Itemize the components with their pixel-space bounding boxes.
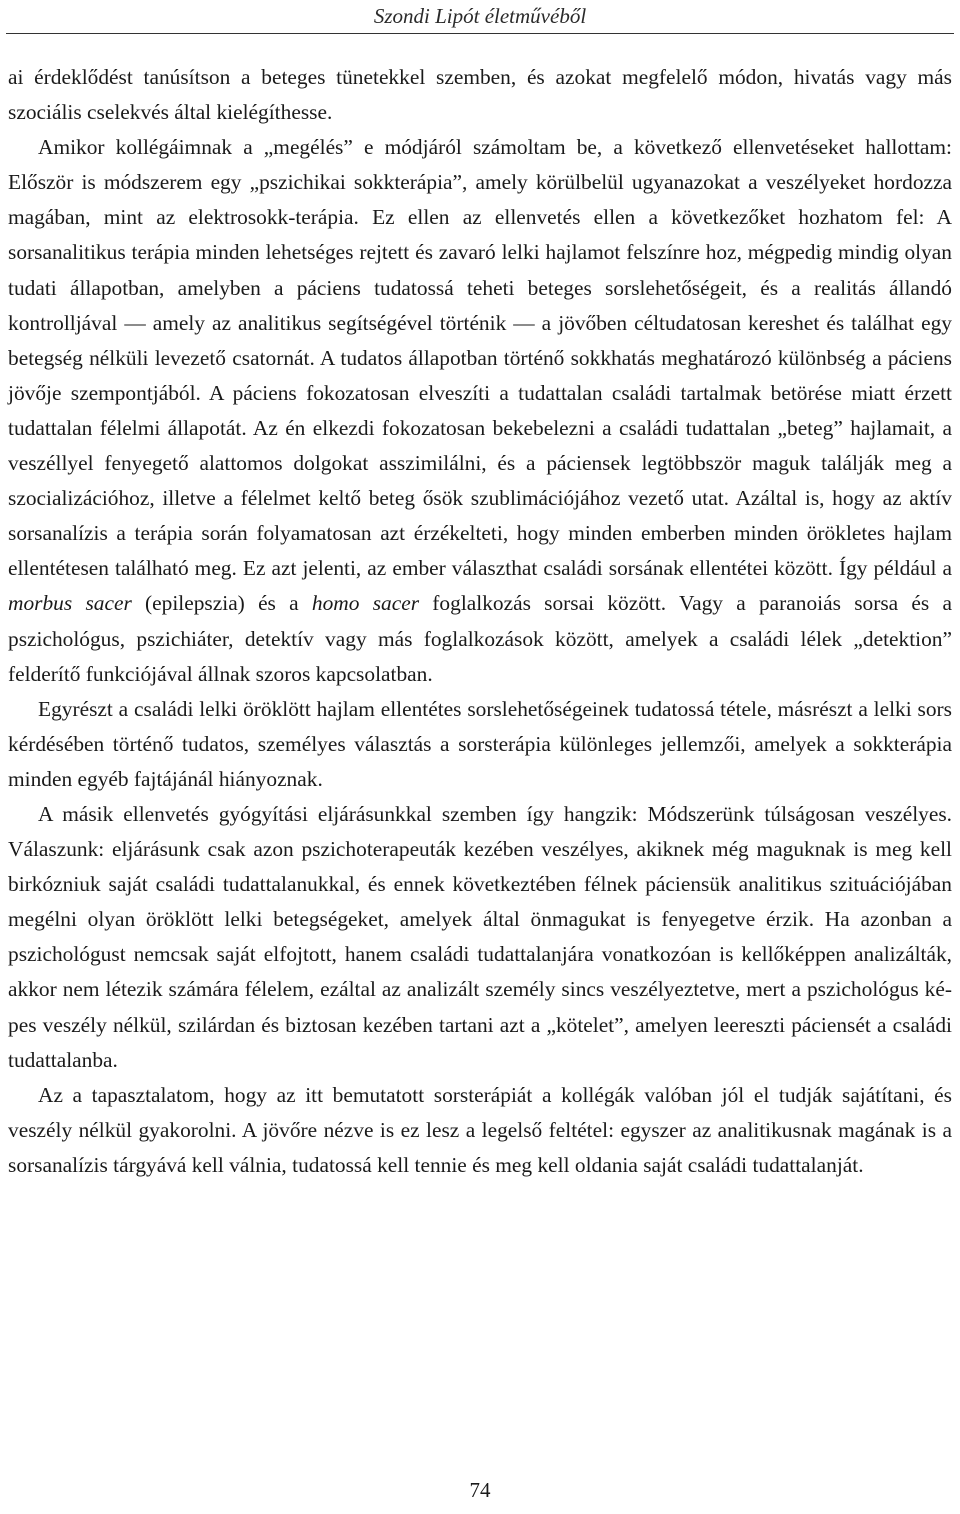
text-run: Amikor kollégáimnak a „megélés” e módjáról számoltam be, a következő ellenvetéseket hallottam: Először is módszerem egy „pszichikai sokkterápia”, amely körülbelül ugyanazokat a veszélyeket hordozza magában, mint az elektrosokk-terápia. Ez ellen az ellenvetés ellen a következőket hozhatom fel: A sorsanalitikus terápia minden lehetséges rejtett és zavaró lelki hajlamot felszínre hoz, mégpedig mindig olyan tudati állapotban, amelyben a páciens tudatossá teheti beteges sorslehetőségeit, és a realitás állandó kontrolljával — amely az analitikus segítségével történik — a jövőben céltudatosan kereshet és találhat egy betegség nélküli levezető csatornát. A tudatos állapotban történő sokkhatás meghatározó különbség a páciens jövője szempontjából. A páciens fokozatosan elveszíti a tudattalan családi tartalmak betörése miatt érzett tudattalan félelmi állapotát. Az én elkezdi fokozatosan bekebelezni a családi tudattalan „beteg” hajlamait, a veszéllyel fenyegető alattomos dolgokat asszimilálni, és a páciensek legtöbbször maguk találják meg a szocializációhoz, illetve a félelmet keltő beteg ősök szublimációjához vezető utat. Azáltal is, hogy az aktív sorsanalízis a terápia során folyamatosan azt érzékelteti, hogy minden emberben minden örökletes hajlam ellentétesen található meg. Ez azt jelenti, az ember választhat családi sorsának ellentétei között. Így például a	[8, 135, 952, 581]
text-run: (epilepszia) és a	[131, 591, 312, 616]
paragraph	[8, 797, 952, 1078]
paragraph	[8, 130, 952, 692]
paragraph	[8, 692, 952, 797]
text-run: ai érdeklődést tanúsítson a beteges tünetekkel szemben, és azokat megfelelő módon, hivatás vagy más szociális cselekvés által kielégíthesse.	[8, 65, 952, 125]
text-run: Egyrészt a családi lelki öröklött hajlam ellentétes sorslehetőségeinek tudatossá tétele, másrészt a lelki sors kérdésében történő tudatos, személyes választás a sorsterápia különleges jellemzői, amelyek a sokkterápia minden egyéb fajtájánál hiányoznak.	[8, 696, 952, 791]
text-run: Az a tapasztalatom, hogy az itt bemutatott sorsterápiát a kollégák valóban jól el tudják sajátítani, és veszély nélkül gyakorolni. A jövőre nézve is ez lesz a legelső feltétel: egyszer az analitikusnak magának is a sorsanalízis tárgyává kell válnia, tudatossá kell tennie és meg kell oldania saját családi tudattalanját.	[8, 1082, 952, 1177]
header-divider	[6, 33, 954, 34]
body-text	[8, 60, 952, 1183]
text-run: A másik ellenvetés gyógyítási eljárásunkkal szemben így hangzik: Módszerünk túlságosan veszélyes. Válaszunk: eljárásunk csak azon pszichoterapeuták kezében veszélyes, akiknek még maguknak is meg kell birkózniuk saját családi tudattalanukkal, és ennek következtében félnek páciensük analitikus szituációjában megélni olyan öröklött lelki betegségeket, amelyek által önmagukat is fenyegetve érzik. Ha azonban a pszichológust nemcsak saját elfojtott, hanem családi tudattalanjára vonatkozóan is kellőképpen analizálták, akkor nem létezik számára félelem, ezáltal az analizált személy sincs veszélyeztetve, mert a pszichológus képes veszély nélkül, szilárdan és biztosan kezében tartani azt a „kötelet”, amelyen leereszti páciensét a családi tudattalanba.	[8, 801, 952, 1072]
book-title: Szondi Lipót életművéből	[373, 4, 587, 28]
page-number: 74	[469, 1478, 491, 1502]
italic-term: homo sacer	[311, 591, 420, 616]
italic-term: morbus sacer	[8, 591, 132, 616]
running-header	[0, 2, 960, 30]
text-run: foglalkozás sorsai között. Vagy a paranoiás sorsa és a pszichológus, pszichiáter, detektív vagy más foglalkozások között, amelyek a családi lélek „detektion” felderítő funkciójával állnak szoros kapcsolatban.	[8, 591, 952, 686]
paragraph	[8, 1078, 952, 1183]
paragraph	[8, 60, 952, 130]
